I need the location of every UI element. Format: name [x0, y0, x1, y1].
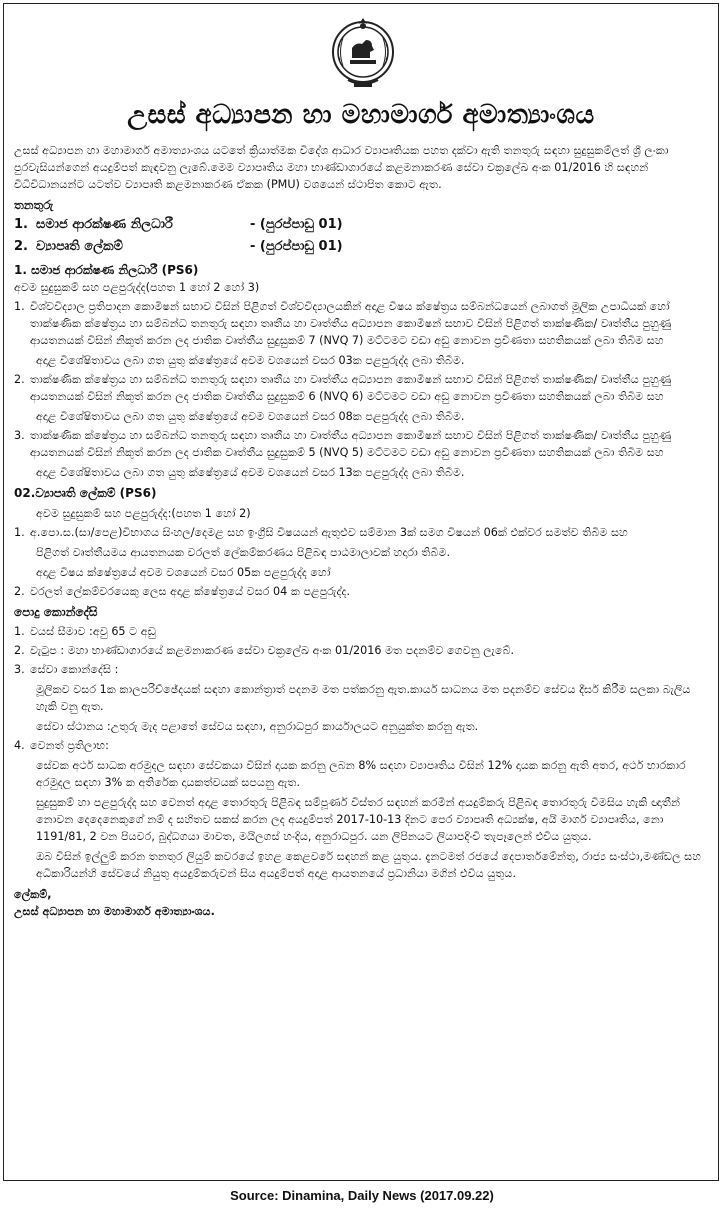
content — [14, 142, 708, 920]
item-extra: අදාළ විශේෂිතාවය ලබා ගත යුතු ක්ෂේත්‍රයේ අවම වශයෙන් වසර 08ක පළපුරුද්ද ලබා තිබීම. — [36, 410, 465, 423]
item-text: තාක්ෂණික ක්ෂේත්‍රය හා සම්බන්ධ තනතුරු සඳහා තෘතීය හා වෘත්තීය අධ්‍යාපන කොමිෂන් සභාව විසින් පිළිගත් තාක්ෂණික/ වෘත්තීය පුහුණු ආයතනයක් විසින් නිකුත් කරන ලද ජාතික වෘත්තීය සුදුසුකම් 6 (NVQ 6) මට්ටමට වඩා අඩු නොවන ප්‍රවීණතා සහතිකයක් ලබා තිබීම සහ — [30, 373, 672, 403]
item-text: වරලත් ලේකම්වරයෙකු ලෙස අදාළ ක්ෂේත්‍රයේ වසර 04 ක පළපුරුද්ද. — [30, 585, 351, 598]
item-number: 1. — [14, 625, 25, 638]
sri-lanka-emblem-icon — [330, 14, 396, 94]
item-number: 2. — [14, 644, 25, 657]
application-note: ඔබ විසින් ඉල්ලුම් කරන තනතුර ලියුම් කවරයේ ඉහළ කෙළවරේ සඳහන් කළ යුතුය. දැනටමත් රජයේ දෙපාර්තමේන්තු, රාජ්‍ය සංස්ථා,මණ්ඩල සහ අධිකාරියන්හි සේවයේ නියුතු අයදුම්කරුවන් සිය අයදුම්පත් අදාළ ආයතනයේ ප්‍රධානියා මගින් එවිය යුතුය. — [36, 850, 702, 880]
list-item — [14, 583, 708, 600]
advertisement-frame — [3, 3, 719, 1181]
position-row — [14, 214, 708, 236]
signature-ministry: උසස් අධ්‍යාපන හා මහාමාර්ග අමාත්‍යාංශය. — [14, 905, 215, 918]
item-text: අ.පො.ස.(සා/පෙළ)විභාගය සිංහල/දෙමළ සහ ඉංග්‍රීසි විෂයයන් ඇතුළුව සම්මාන 3ක් සමග විෂයන් 06ක් එක්වර සමත්ව තිබීම සහ — [30, 526, 628, 539]
item-number: 2. — [14, 585, 25, 598]
item-text: තාක්ෂණික ක්ෂේත්‍රය හා සම්බන්ධ තනතුරු සඳහා තෘතීය හා වෘත්තීය අධ්‍යාපන කොමිෂන් සභාව විසින් පිළිගත් තාක්ෂණික/ වෘත්තීය පුහුණු ආයතනයක් විසින් නිකුත් කරන ලද ජාතික වෘත්තීය සුදුසුකම් 5 (NVQ 5) මට්ටමට වඩා අඩු නොවන ප්‍රවීණතා සහතිකයක් ලබා තිබීම සහ — [30, 429, 672, 459]
item-extra: පිළිගත් වෘත්තීයමය ආයතනයක වරලත් ලේකම්කරණය පිළිබඳ පාඨමාලාවක් හදාරා තිබීම. — [36, 546, 451, 559]
general-conditions-heading: පොදු කොන්දේසි — [14, 605, 98, 619]
position-number: 2. — [14, 239, 28, 254]
item-text: වෙනත් ප්‍රතිලාභ: — [30, 739, 109, 752]
position-title: සමාජ ආරක්ෂණ නිලධාරී — [36, 217, 173, 232]
item-number: 1. — [14, 300, 25, 313]
item-extra: සේවා ස්ථානය :උතුරු මැද පළාතේ සේවය සඳහා, අනුරාධපුර කාර්යාලයට අනුයුක්ත කරනු ඇත. — [36, 720, 479, 733]
item-number: 1. — [14, 526, 25, 539]
item-number: 3. — [14, 663, 25, 676]
item-extra: අදාළ විෂය ක්ෂේත්‍රයේ අවම වශයෙන් වසර 05ක පළපුරුද්ද හෝ — [36, 566, 331, 579]
list-item — [14, 661, 708, 678]
item-text: විශ්වවිද්‍යාල ප්‍රතිපාදන කොමිෂන් සභාව විසින් පිළිගත් විශ්වවිද්‍යාලයකින් අදාළ විෂය ක්ෂේත්‍රය සම්බන්ධයෙන් ලබාගත් මූලික උපාධියක් හෝ තාක්ෂණික ක්ෂේත්‍රය හා සම්බන්ධ තනතුරු සඳහා තෘතීය හා වෘත්තීය අධ්‍යාපන කොමිෂන් සභාව විසින් පිළිගත් තාක්ෂණික/ වෘත්තීය පුහුණු ආයතනයක් විසින් නිකුත් කරන ලද ජාතික වෘත්තීය සුදුසුකම් 7 (NVQ 7) මට්ටමට වඩා අඩු නොවන ප්‍රවීණතා සහතිකයක් ලබා තිබීම සහ — [30, 300, 672, 347]
position-count: - (පුරප්පාඩු 01) — [250, 217, 343, 232]
item-number: 2. — [14, 373, 25, 386]
application-instructions: සුදුසුකම් හා පළපුරුද්ද සහ වෙනත් අදාළ තොරතුරු පිළිබඳ සම්පූර්ණ විස්තර සඳහන් කරමින් අයදුම්කරු පිළිබඳ තොරතුරු විමසිය හැකි ඥාතීන් නොවන දෙදෙනෙකුගේ නම් ද සහිතව සකස් කරන ලද අයදුම්පත් 2017-10-13 දිනට පෙර ව්‍යාපෘති අධ්‍යක්ෂ, අයි මාර්ග ව්‍යාපෘතිය, නො 1191/81, 2 වන පියවර, බුද්ධගයා මාවත, මයිලගස් හංදිය, අනුරාධපුර. යන ලිපිනයට ලියාපදිංචි තැපෑලෙන් එවිය යුතුය. — [36, 796, 681, 843]
item-number: 4. — [14, 739, 25, 752]
section2-heading: 02.ව්‍යාපෘති ලේකම් (PS6) — [14, 486, 157, 500]
list-item — [14, 642, 708, 659]
item-extra: සේවක අර්ථ සාධක අරමුදල සඳහා සේවකයා විසින් දායක කරනු ලබන 8% සඳහා ව්‍යාපෘතිය විසින් 12% දායක කරනු ඇති අතර, අර්ථ භාරකාර අරමුදල සඳහා 3% ක අතිරේක දායකත්වයක් සපයනු ඇත. — [36, 759, 686, 789]
position-row — [14, 236, 708, 258]
list-item — [14, 524, 708, 541]
position-title: ව්‍යාපෘති ලේකම් — [36, 239, 123, 254]
signature-title: ලේකම්, — [14, 888, 52, 901]
position-number: 1. — [14, 217, 28, 232]
section1-heading: 1. සමාජ ආරක්ෂණ නිලධාරී (PS6) — [14, 263, 199, 277]
positions-heading: තනතුරු — [14, 198, 54, 212]
item-text: සේවා කොන්දේසි : — [30, 663, 119, 676]
list-item — [14, 427, 708, 461]
section2-requirements-intro: අවම සුදුසුකම් සහ පළපුරුද්ද:(පහත 1 හෝ 2) — [36, 507, 251, 520]
item-extra: අදාළ විශේෂිතාවය ලබා ගත යුතු ක්ෂේත්‍රයේ අවම වශයෙන් වසර 03ක පළපුරුද්ද ලබා තිබීම. — [36, 354, 465, 367]
position-count: - (පුරප්පාඩු 01) — [250, 239, 343, 254]
item-number: 3. — [14, 429, 25, 442]
list-item — [14, 623, 708, 640]
item-extra: අදාළ විශේෂිතාවය ලබා ගත යුතු ක්ෂේත්‍රයේ අවම වශයෙන් වසර 13ක පළපුරුද්ද ලබා තිබීම. — [36, 466, 465, 479]
item-text: වයස් සීමාව :අවු 65 ට අඩු — [30, 625, 156, 638]
item-text: වැටුප : මහා භාණ්ඩාගාරයේ කළමනාකරණ සේවා චක්‍රලේඛ අංක 01/2016 මත පදනම්ව ගෙවනු ලැබේ. — [30, 644, 515, 657]
ministry-title: උසස් අධ්‍යාපන හා මහාමාර්ග අමාත්‍යාංශය — [127, 100, 595, 130]
list-item — [14, 298, 708, 349]
intro-paragraph: උසස් අධ්‍යාපන හා මහාමාර්ග අමාත්‍යාංශය යටතේ ක්‍රියාත්මක විදේශ ආධාර ව්‍යාපෘතියක පහත දක්වා ඇති තනතුරු සඳහා සුදුසුකම්ලත් ශ්‍රී ලංකා පුරවැසියන්ගෙන් අයදුම්පත් කැඳවනු ලැබේ.මෙම ව්‍යාපෘතිය මහා භාණ්ඩාගාරයේ කළමනාකරණ සේවා චක්‍රලේඛ අංක 01/2016 හි සඳහන් විධිවිධානයන්ට යටත්ව ව්‍යාපෘති කළමනාකරණ ඒකක (PMU) වශයෙන් ස්ථාපිත කොට ඇත. — [14, 144, 669, 191]
section1-requirements-intro: අවම සුදුසුකම් සහ පළපුරුද්ද(පහත 1 හෝ 2 හෝ 3) — [14, 281, 260, 294]
item-extra: මූලිකව වසර 1ක කාලපරිච්ඡේදයක් සඳහා කොන්ත්‍රාත් පදනම මත පත්කරනු ඇත.කාර්ය සාධනය මත පදනම්ව සේවය දීර්ඝ කිරීම සලකා බැලිය හැකි වනු ඇත. — [36, 683, 691, 713]
source-caption: Source: Dinamina, Daily News (2017.09.22) — [230, 1188, 494, 1203]
list-item — [14, 371, 708, 405]
list-item — [14, 737, 708, 754]
